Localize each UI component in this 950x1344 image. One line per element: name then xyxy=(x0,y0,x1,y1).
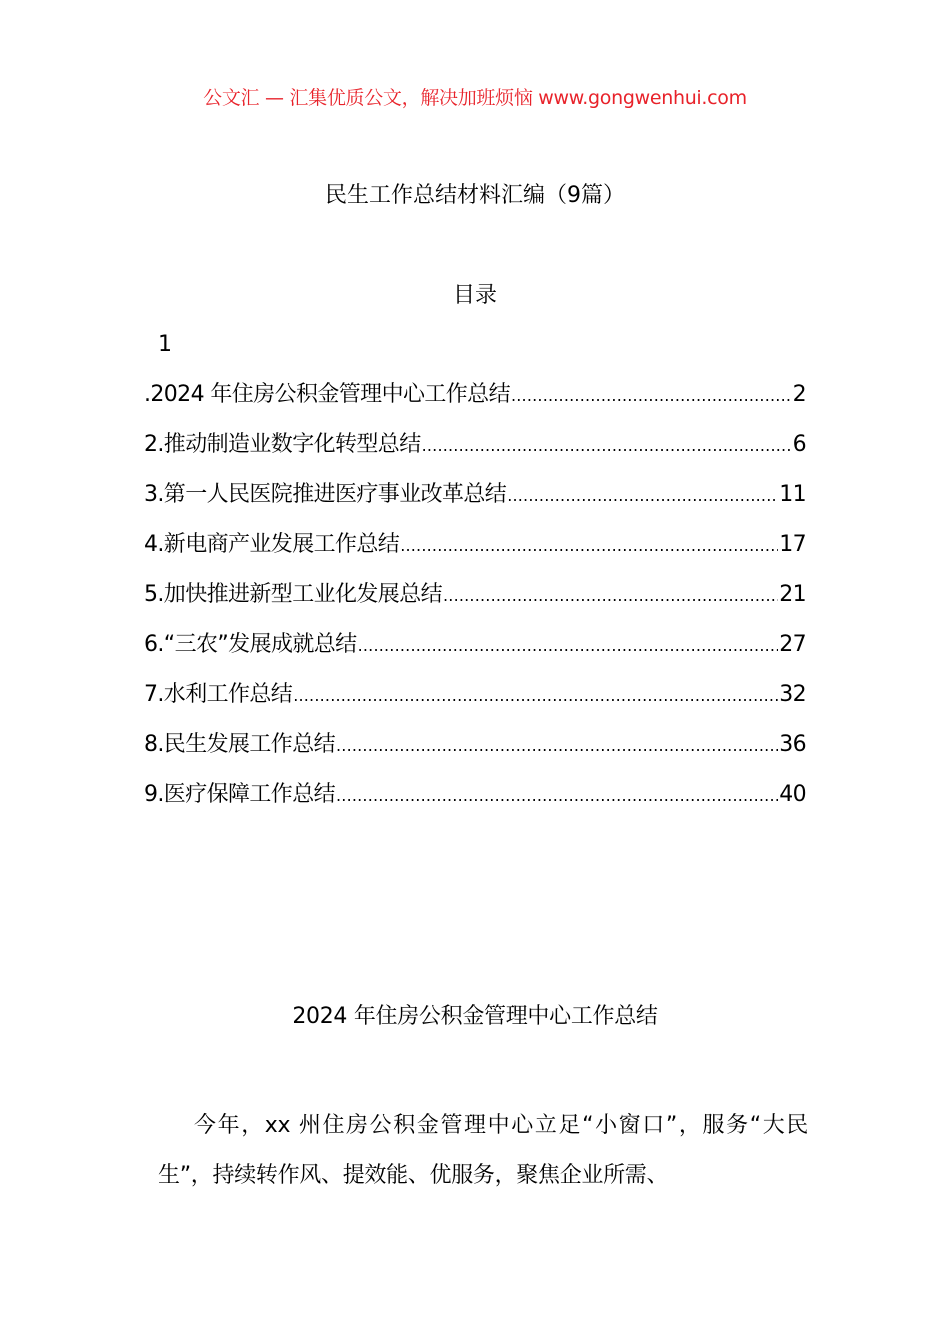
dot-leader xyxy=(358,631,779,661)
toc-entry-label: 5.加快推进新型工业化发展总结 xyxy=(144,582,442,607)
watermark-banner[interactable]: 公文汇 — 汇集优质公文，解决加班烦恼 www.gongwenhui.com xyxy=(203,87,747,109)
toc-entry-page: 27 xyxy=(779,632,806,657)
document-title: 民生工作总结材料汇编（9篇） xyxy=(325,183,625,208)
toc-entry-6[interactable] xyxy=(144,630,806,680)
toc-entry-label: .2024 年住房公积金管理中心工作总结 xyxy=(144,382,510,407)
dot-leader xyxy=(400,531,778,561)
toc-entry-5[interactable] xyxy=(144,580,806,630)
section-title: 2024 年住房公积金管理中心工作总结 xyxy=(292,1004,658,1029)
table-of-contents xyxy=(144,380,806,830)
toc-entry-label: 6.“三农”发展成就总结 xyxy=(144,632,357,657)
toc-entry-3[interactable] xyxy=(144,480,806,530)
toc-entry-7[interactable] xyxy=(144,680,806,730)
toc-entry-label: 2.推动制造业数字化转型总结 xyxy=(144,432,421,457)
toc-entry-label: 3.第一人民医院推进医疗事业改革总结 xyxy=(144,482,507,507)
toc-entry-8[interactable] xyxy=(144,730,806,780)
toc-heading: 目录 xyxy=(452,283,497,308)
toc-stray-number: 1 xyxy=(158,332,172,357)
dot-leader xyxy=(507,481,778,511)
dot-leader xyxy=(336,781,778,811)
dot-leader xyxy=(511,381,792,411)
toc-entry-4[interactable] xyxy=(144,530,806,580)
toc-entry-2[interactable] xyxy=(144,430,806,480)
toc-entry-label: 9.医疗保障工作总结 xyxy=(144,782,335,807)
toc-entry-page: 2 xyxy=(792,382,806,407)
dot-leader xyxy=(336,731,778,761)
body-paragraph: 今年，xx 州住房公积金管理中心立足“小窗口”，服务“大民生”，持续转作风、提效能、优服务，聚焦企业所需、 xyxy=(158,1113,808,1188)
toc-entry-page: 21 xyxy=(779,582,806,607)
toc-entry-page: 40 xyxy=(779,782,806,807)
toc-entry-label: 8.民生发展工作总结 xyxy=(144,732,335,757)
toc-entry-9[interactable] xyxy=(144,780,806,830)
toc-entry-label: 4.新电商产业发展工作总结 xyxy=(144,532,400,557)
toc-entry-page: 6 xyxy=(792,432,806,457)
toc-entry-page: 32 xyxy=(779,682,806,707)
dot-leader xyxy=(443,581,778,611)
toc-entry-1[interactable] xyxy=(144,380,806,430)
dot-leader xyxy=(293,681,778,711)
toc-entry-label: 7.水利工作总结 xyxy=(144,682,293,707)
toc-entry-page: 17 xyxy=(779,532,806,557)
toc-entry-page: 36 xyxy=(779,732,806,757)
dot-leader xyxy=(422,431,792,461)
toc-entry-page: 11 xyxy=(779,482,806,507)
